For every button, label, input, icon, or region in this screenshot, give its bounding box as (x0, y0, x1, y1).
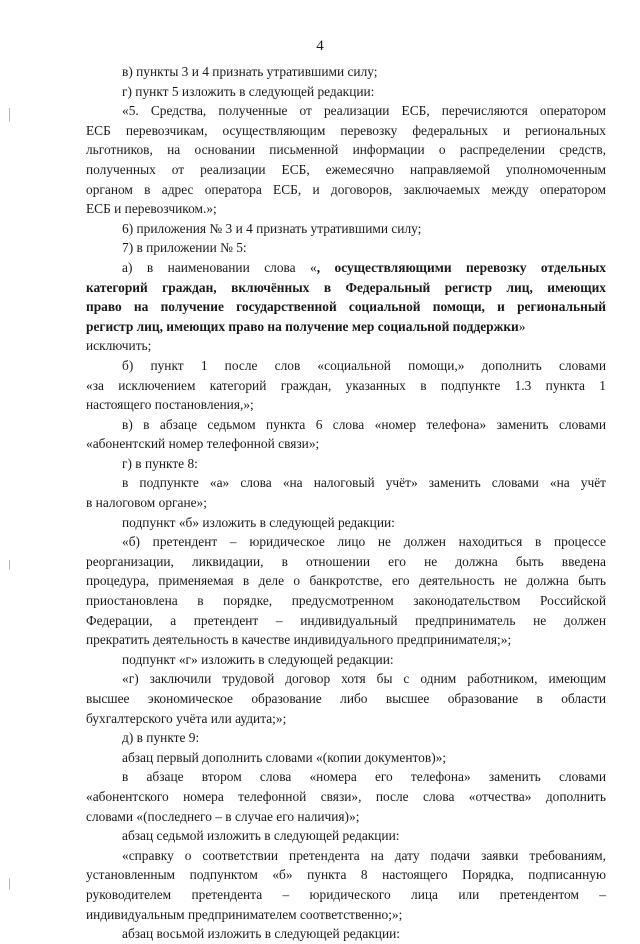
paragraph-line: в налоговом органе»; (86, 495, 207, 511)
paragraph-line: процедура, применяемая в деле о банкротстве, его деятельность не должна быть (86, 573, 606, 589)
paragraph-line: реорганизации, ликвидации, в отношении его не должна быть введена (86, 553, 606, 569)
paragraph-line: в подпункте «а» слова «на налоговый учёт» заменить словами «на учёт (122, 475, 606, 491)
paragraph-line: ЕСБ и перевозчиком.»; (86, 201, 217, 217)
scan-artifact (9, 560, 10, 570)
paragraph-line: «за исключением категорий граждан, указанных в подпункте 1.3 пункта 1 (86, 377, 606, 393)
document-body (86, 62, 606, 944)
paragraph-line: 6) приложения № 3 и 4 признать утратившими силу; (122, 220, 422, 236)
paragraph-line: в) в абзаце седьмом пункта 6 слова «номер телефона» заменить словами (122, 416, 606, 432)
plain-text: » (518, 318, 526, 334)
paragraph-line: полученных от реализации ЕСБ, ежемесячно направляемой уполномоченным (86, 161, 606, 177)
paragraph-line: настоящего постановления,»; (86, 397, 254, 413)
paragraph-line: абзац восьмой изложить в следующей редакции: (122, 926, 401, 942)
paragraph-line: «г) заключили трудовой договор хотя бы с одним работником, имеющим (122, 671, 606, 687)
paragraph-line: высшее экономическое образование либо высшее образование в области (86, 691, 606, 706)
bold-text: , осуществляющими перевозку отдельных (316, 259, 606, 275)
paragraph-line (86, 258, 606, 278)
paragraph-line: словами «(последнего – в случае его наличия)»; (86, 808, 360, 824)
bold-text: категорий граждан, включённых в Федеральный регистр лиц, имеющих (86, 279, 606, 295)
paragraph-line: абзац седьмой изложить в следующей редакции: (122, 828, 400, 844)
paragraph-line: абзац первый дополнить словами «(копии документов)»; (122, 749, 447, 765)
paragraph-line: приостановлена в порядке, предусмотренном законодательством Российской (86, 593, 606, 609)
paragraph-line: установленным подпунктом «б» пункта 8 настоящего Порядка, подписанную (86, 867, 606, 883)
paragraph-line: индивидуальным предпринимателем соответственно;»; (86, 906, 403, 922)
paragraph-line: в абзаце втором слова «номера его телефона» заменить словами (122, 769, 606, 785)
paragraph-line: руководителем претендента – юридического лица или претендентом – (86, 886, 606, 902)
bold-text: регистр лиц, имеющих право на получение мер социальной поддержки (86, 318, 519, 334)
paragraph-line: подпункт «б» изложить в следующей редакции: (122, 514, 395, 530)
paragraph-line: «б) претендент – юридическое лицо не должен находиться в процессе (122, 534, 606, 550)
paragraph-line: исключить; (86, 338, 152, 354)
paragraph-line: г) пункт 5 изложить в следующей редакции: (122, 83, 375, 99)
paragraph-line: Федерации, а претендент – индивидуальный предприниматель не должен (86, 612, 606, 628)
plain-text: а) в наименовании слова « (122, 259, 317, 275)
paragraph-line (86, 297, 606, 317)
paragraph-line: «абонентского номера телефонной связи», после слова «отчества» дополнить (86, 788, 606, 804)
scan-artifact (9, 108, 10, 122)
paragraph-line: бухгалтерского учёта или аудита;»; (86, 710, 287, 726)
paragraph-line: «5. Средства, полученные от реализации ЕСБ, перечисляются оператором (122, 103, 606, 119)
paragraph-line: ЕСБ перевозчикам, осуществляющим перевозку федеральных и региональных (86, 122, 606, 138)
paragraph-line: 7) в приложении № 5: (122, 240, 247, 256)
paragraph-line: «справку о соответствии претендента на дату подачи заявки требованиям, (122, 847, 606, 863)
paragraph-line: подпункт «г» изложить в следующей редакции: (122, 651, 394, 667)
paragraph-line: б) пункт 1 после слов «социальной помощи,» дополнить словами (122, 357, 606, 373)
paragraph-line: г) в пункте 8: (122, 455, 198, 471)
page-number: 4 (316, 38, 324, 54)
paragraph-line: «абонентский номер телефонной связи»; (86, 436, 320, 452)
paragraph-line (86, 278, 606, 298)
paragraph-line: в) пункты 3 и 4 признать утратившими силу; (122, 64, 378, 79)
bold-text: право на получение государственной социальной помощи, и региональный (86, 299, 606, 315)
paragraph-line: прекратить деятельность в качестве индивидуального предпринимателя;»; (86, 632, 512, 648)
paragraph-line: органом в адрес оператора ЕСБ, и договоров, заключаемых между оператором (86, 181, 606, 197)
paragraph-line: льготников, на основании письменной информации о распределении средств, (86, 142, 606, 158)
paragraph-line (86, 317, 606, 337)
scan-artifact (9, 878, 10, 890)
paragraph-line: д) в пункте 9: (122, 730, 200, 746)
